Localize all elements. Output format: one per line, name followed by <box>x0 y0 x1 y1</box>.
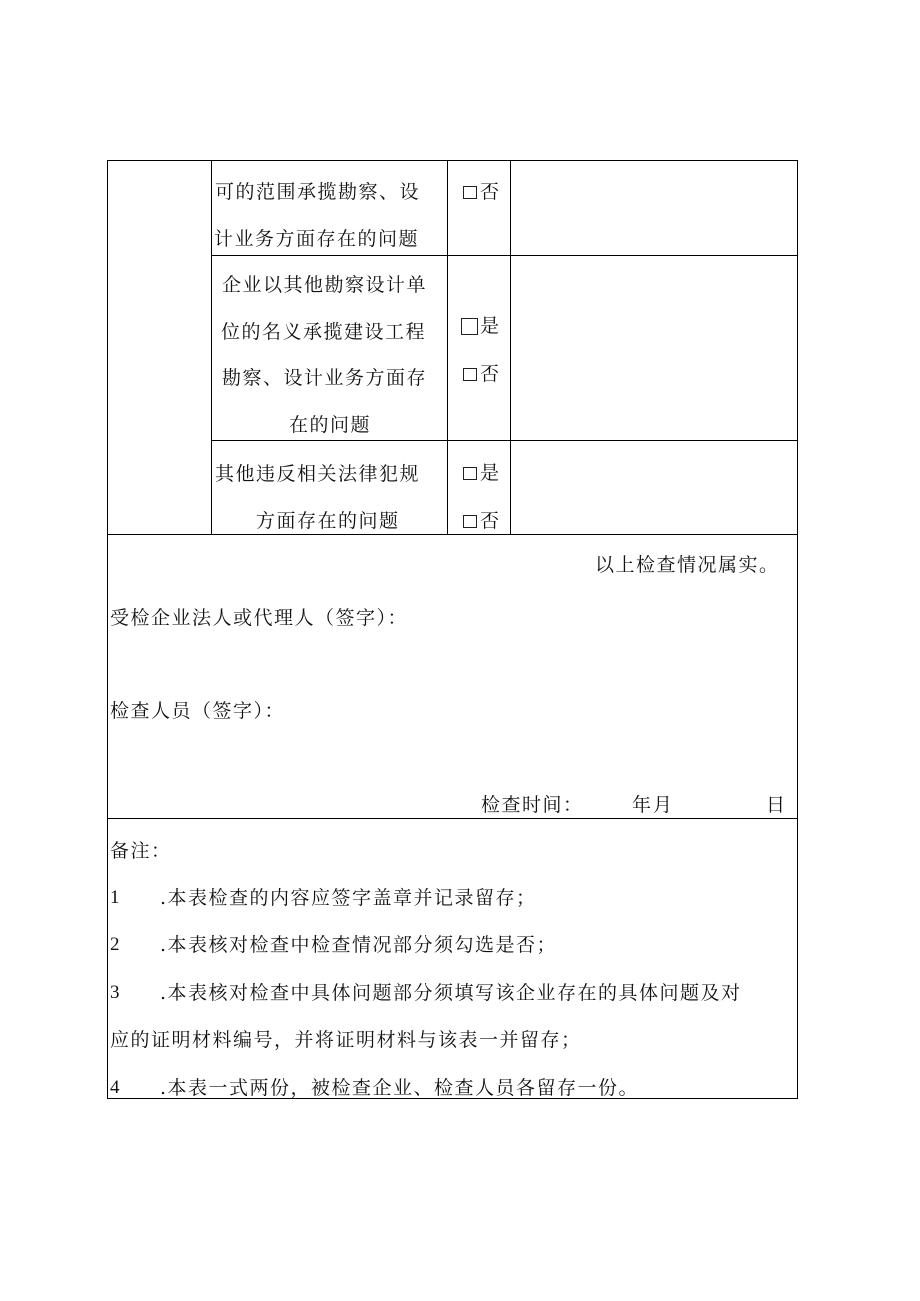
month-label: 月 <box>653 794 674 816</box>
specific-issue-cell[interactable] <box>511 441 797 534</box>
table-right-border <box>797 160 798 1099</box>
no-option-label: 否 <box>480 510 501 532</box>
check-item-text-line: 其他违反相关法律犯规 <box>215 463 421 485</box>
note-text-continuation: 应的证明材料编号，并将证明材料与该表一并留存； <box>110 1029 582 1051</box>
check-item-text-line: 企业以其他勘察设计单 <box>222 274 428 296</box>
yes-checkbox[interactable] <box>461 318 478 335</box>
table-left-border <box>107 160 108 1099</box>
item-column-divider <box>211 160 212 535</box>
signature-section-bottom-border <box>107 818 798 819</box>
check-item-text-line: 位的名义承揽建设工程 <box>221 321 427 343</box>
check-item-text-line: 勘察、设计业务方面存 <box>222 367 428 389</box>
checklist-bottom-border <box>107 534 798 535</box>
specific-issue-cell[interactable] <box>511 161 797 255</box>
no-checkbox[interactable] <box>463 515 477 528</box>
note-text: .本表检查的内容应签字盖章并记录留存； <box>160 887 537 909</box>
inspector-signature-label: 检查人员（签字）： <box>110 700 286 722</box>
yes-option-label: 是 <box>480 462 501 484</box>
year-label: 年 <box>632 794 653 816</box>
check-item-text-line: 方面存在的问题 <box>256 510 400 532</box>
note-number: 1 <box>110 887 120 908</box>
check-item-text-line: 在的问题 <box>289 414 372 436</box>
confirmation-statement: 以上检查情况属实。 <box>595 554 780 576</box>
no-option-label: 否 <box>480 363 501 385</box>
note-text: .本表核对检查中检查情况部分须勾选是否； <box>160 934 558 956</box>
no-checkbox[interactable] <box>463 186 477 199</box>
no-checkbox[interactable] <box>463 368 477 381</box>
day-label: 日 <box>766 794 787 816</box>
note-text: .本表一式两份，被检查企业、检查人员各留存一份。 <box>160 1077 640 1099</box>
note-text: .本表核对检查中具体问题部分须填写该企业存在的具体问题及对 <box>160 982 742 1004</box>
inspection-time-label: 检查时间： <box>481 794 584 816</box>
yes-checkbox[interactable] <box>463 467 477 480</box>
no-option-label: 否 <box>480 181 501 203</box>
check-item-text-line: 计业务方面存在的问题 <box>214 228 420 250</box>
note-number: 4 <box>110 1077 120 1098</box>
company-signature-area[interactable] <box>420 600 790 636</box>
note-number: 2 <box>110 934 120 955</box>
option-column-left-divider <box>447 160 448 535</box>
notes-heading: 备注： <box>110 840 172 862</box>
note-number: 3 <box>110 982 120 1003</box>
check-item-text-line: 可的范围承揽勘察、设 <box>215 181 421 203</box>
company-signature-label: 受检企业法人或代理人（签字）： <box>110 607 409 629</box>
yes-option-label: 是 <box>480 315 501 337</box>
inspector-signature-area[interactable] <box>300 693 790 729</box>
specific-issue-cell[interactable] <box>511 256 797 440</box>
